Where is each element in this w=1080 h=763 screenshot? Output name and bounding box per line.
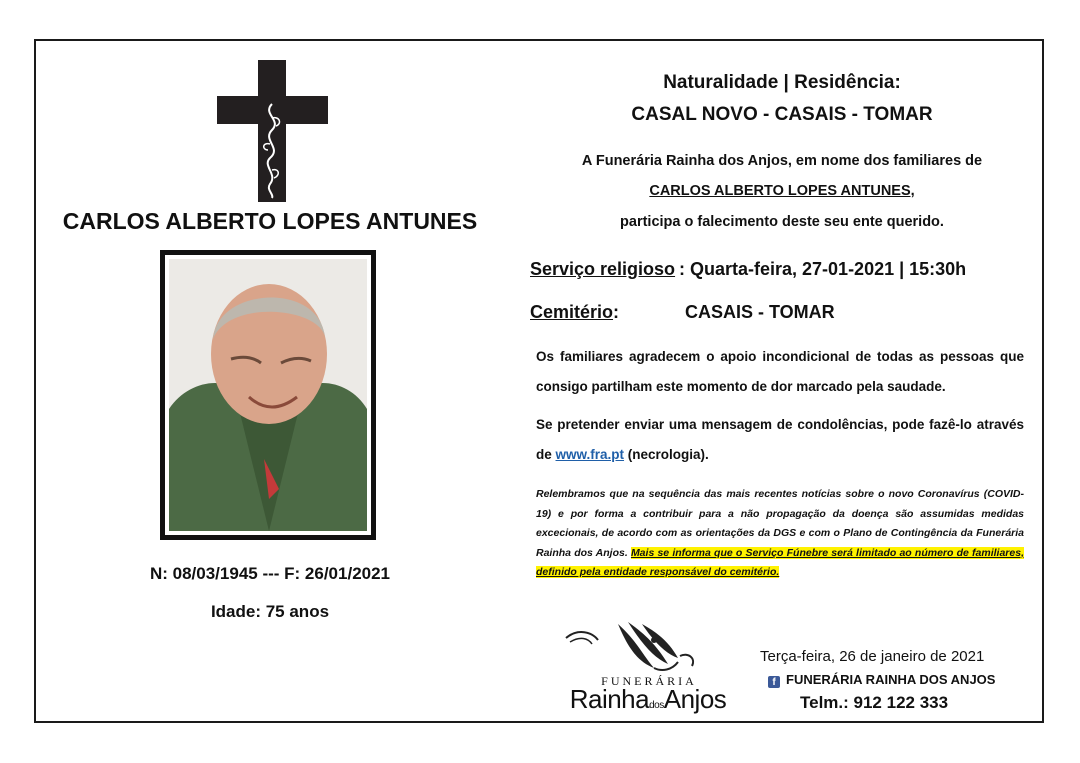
facebook-line[interactable] [768, 672, 995, 688]
portrait-frame [160, 250, 376, 540]
condolence-suffix: (necrologia). [624, 447, 709, 462]
deceased-name: CARLOS ALBERTO LOPES ANTUNES [62, 208, 478, 234]
logo-word-anjos: Anjos [663, 684, 727, 714]
residence-value: CASAL NOVO - CASAIS - TOMAR [631, 104, 933, 125]
website-link[interactable]: www.fra.pt [555, 447, 625, 462]
notice-highlight: Mais se informa que o Serviço Fúnebre será limitado ao número de familiares, definido pela entidade responsável do cemitério. [536, 546, 1024, 578]
condolence-text: Se pretender enviar uma mensagem de condolências, pode fazê-lo através de [536, 417, 1024, 462]
facebook-icon: f [768, 676, 780, 688]
covid-notice [536, 485, 1024, 583]
notice-text: Relembramos que na sequência das mais recentes notícias sobre o novo Coronavírus (COVID-19) e por forma a contribuir para a não propagação da doença são assumidas medidas excecionais, de acordo com as orientações da DGS e com o Plano de Contingência da Funerária Rainha dos Anjos. [536, 488, 1024, 559]
logo-word-dos: dos [649, 700, 664, 711]
funeral-home-logo [558, 618, 738, 718]
condolence-paragraph [536, 410, 1024, 470]
cross-ornament [256, 100, 288, 200]
age: Idade: 75 anos [210, 602, 330, 621]
thanks-paragraph: Os familiares agradecem o apoio incondicional de todas as pessoas que consigo partilham este momento de dor marcado pela saudade. [536, 349, 1024, 394]
intro-line-2: CARLOS ALBERTO LOPES ANTUNES, [649, 183, 915, 199]
logo-main-text [560, 684, 736, 715]
angel-wing-icon [558, 618, 738, 674]
cemetery-label-text: Cemitério [530, 302, 614, 322]
cemetery-value: CASAIS - TOMAR [685, 302, 835, 322]
portrait-photo [169, 259, 367, 531]
cemetery-label [530, 302, 619, 323]
logo-top-text: FUNERÁRIA [601, 674, 697, 688]
phone-number: Telm.: 912 122 333 [800, 693, 949, 712]
intro-line-1: A Funerária Rainha dos Anjos, em nome dos familiares de [581, 153, 983, 169]
service-value: : Quarta-feira, 27-01-2021 | 15:30h [679, 259, 967, 279]
logo-word-rainha: Rainha [569, 684, 650, 714]
intro-line-3: participa o falecimento deste seu ente querido. [620, 214, 944, 230]
residence-label: Naturalidade | Residência: [663, 72, 901, 93]
service-label: Serviço religioso [530, 259, 676, 279]
cemetery-colon: : [613, 302, 620, 322]
publication-date: Terça-feira, 26 de janeiro de 2021 [760, 648, 985, 665]
facebook-name: FUNERÁRIA RAINHA DOS ANJOS [786, 672, 996, 687]
birth-death-dates: N: 08/03/1945 --- F: 26/01/2021 [149, 564, 391, 583]
